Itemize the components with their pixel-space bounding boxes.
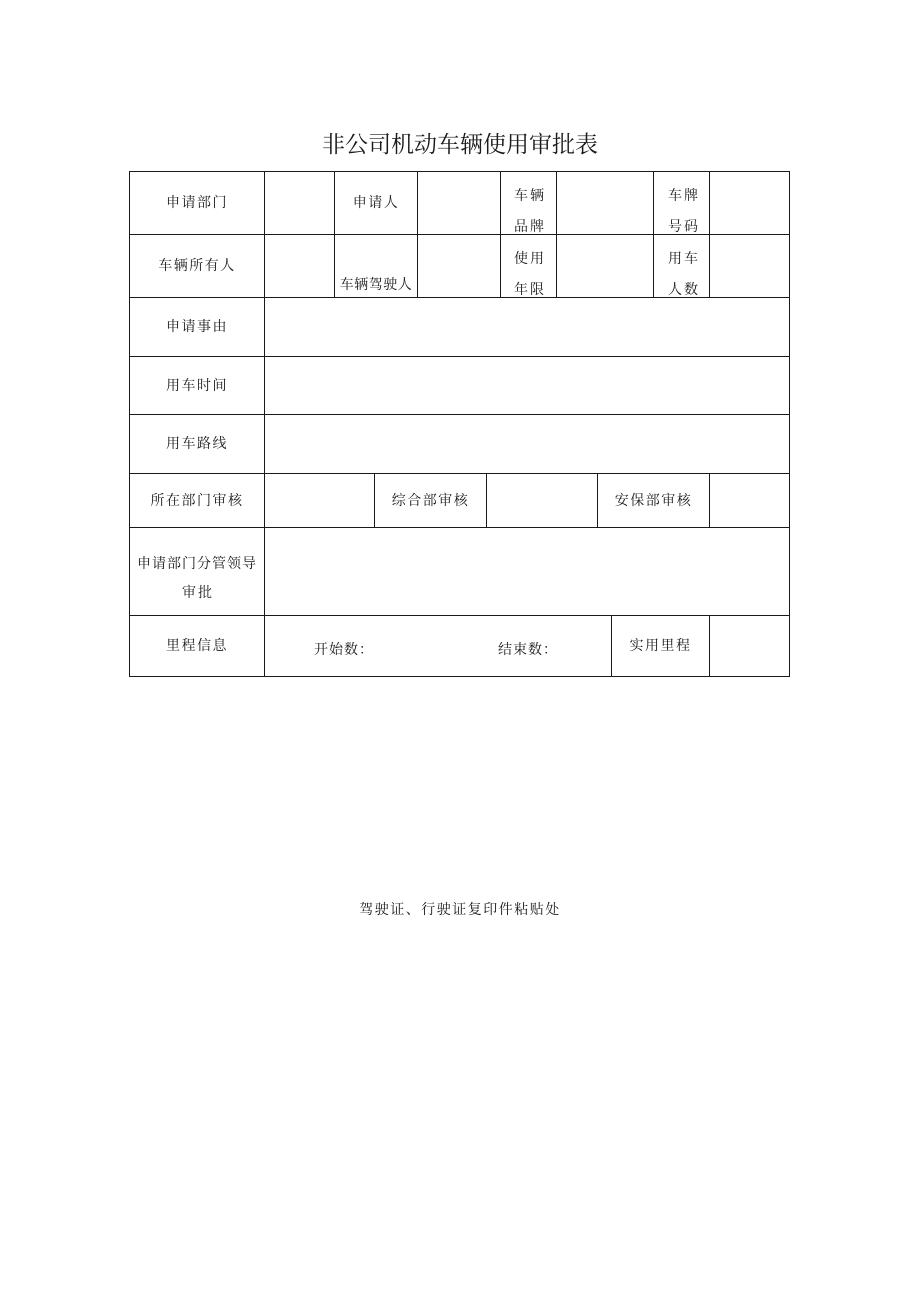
applicant-field[interactable] (418, 172, 500, 234)
time-label: 用车时间 (166, 377, 228, 394)
plate-label-line2: 号码 (668, 219, 700, 235)
leader-label-line1: 申请部门分管领导 (137, 556, 257, 572)
table-border-right (789, 171, 790, 677)
leader-approval-field[interactable] (265, 528, 789, 615)
owner-field[interactable] (265, 235, 334, 297)
reason-field[interactable] (265, 298, 789, 356)
dept-review-label: 所在部门审核 (150, 492, 244, 509)
applicant-label: 申请人 (352, 195, 400, 211)
plate-label-line1: 车牌 (668, 188, 700, 204)
years-field[interactable] (557, 235, 653, 297)
mileage-actual-field[interactable] (710, 616, 789, 676)
years-label-line2: 年限 (514, 282, 546, 298)
mileage-start-label: 开始数： (314, 642, 374, 658)
dept-label: 申请部门 (166, 195, 228, 211)
leader-label-line2: 审批 (182, 585, 214, 601)
count-field[interactable] (710, 235, 789, 297)
page-title: 非公司机动车辆使用审批表 (322, 132, 598, 158)
table-border-bottom (129, 676, 790, 677)
dept-review-field[interactable] (265, 474, 374, 527)
mileage-end-label: 结束数： (498, 642, 558, 658)
brand-field[interactable] (557, 172, 653, 234)
route-field[interactable] (265, 415, 789, 473)
time-field[interactable] (265, 357, 789, 414)
driver-label: 车辆驾驶人 (339, 277, 413, 293)
count-label-line1: 用车 (668, 251, 700, 267)
general-review-label: 综合部审核 (391, 492, 470, 509)
brand-label-line2: 品牌 (514, 219, 546, 235)
mileage-label: 里程信息 (166, 638, 228, 654)
route-label: 用车路线 (166, 436, 228, 452)
count-label-line2: 人数 (668, 282, 700, 298)
license-paste-area-note: 驾驶证、行驶证复印件粘贴处 (359, 902, 561, 918)
owner-label: 车辆所有人 (158, 258, 236, 274)
driver-field[interactable] (418, 235, 500, 297)
years-label-line1: 使用 (514, 251, 546, 267)
column-divider (500, 171, 501, 298)
security-review-label: 安保部审核 (614, 492, 693, 509)
general-review-field[interactable] (487, 474, 597, 527)
security-review-field[interactable] (710, 474, 789, 527)
reason-label: 申请事由 (166, 319, 228, 335)
plate-field[interactable] (710, 172, 789, 234)
brand-label-line1: 车辆 (514, 188, 546, 204)
dept-field[interactable] (265, 172, 334, 234)
mileage-actual-label: 实用里程 (629, 638, 692, 654)
column-divider (653, 171, 654, 298)
